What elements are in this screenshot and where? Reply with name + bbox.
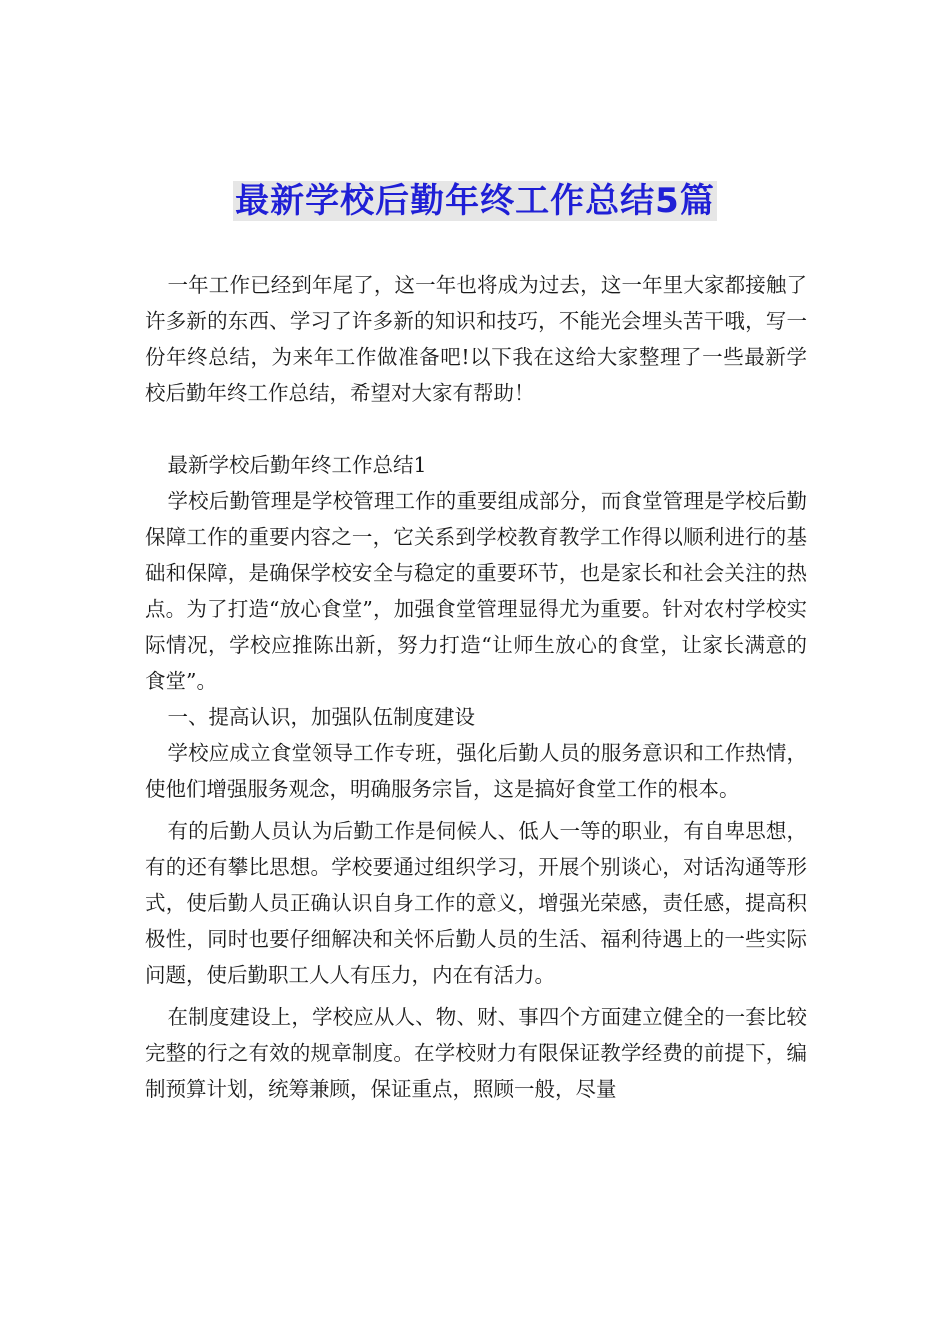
subsection-heading: 一、提高认识，加强队伍制度建设	[167, 705, 476, 729]
section-heading: 最新学校后勤年终工作总结1	[167, 453, 427, 477]
document-title	[0, 176, 950, 226]
body-paragraph: 有的后勤人员认为后勤工作是伺候人、低人一等的职业，有自卑思想，有的还有攀比思想。学校要通过组织学习，开展个别谈心，对话沟通等形式，使后勤人员正确认识自身工作的意义，增强光荣感，责任感，提高积极性，同时也要仔细解决和关怀后勤人员的生活、福利待遇上的一些实际问题，使后勤职工人人有压力，内在有活力。	[145, 819, 807, 987]
body-paragraph: 在制度建设上，学校应从人、物、财、事四个方面建立健全的一套比较完整的行之有效的规章制度。在学校财力有限保证教学经费的前提下，编制预算计划，统筹兼顾，保证重点，照顾一般，尽量	[145, 1005, 807, 1101]
document-body	[145, 267, 807, 1107]
intro-paragraph: 一年工作已经到年尾了，这一年也将成为过去，这一年里大家都接触了许多新的东西、学习了许多新的知识和技巧，不能光会埋头苦干哦，写一份年终总结，为来年工作做准备吧!以下我在这给大家整理了一些最新学校后勤年终工作总结，希望对大家有帮助！	[145, 273, 807, 405]
body-paragraph: 学校应成立食堂领导工作专班，强化后勤人员的服务意识和工作热情，使他们增强服务观念，明确服务宗旨，这是搞好食堂工作的根本。	[145, 741, 807, 801]
document-title-text: 最新学校后勤年终工作总结5篇	[235, 181, 715, 221]
body-paragraph: 学校后勤管理是学校管理工作的重要组成部分，而食堂管理是学校后勤保障工作的重要内容之一，它关系到学校教育教学工作得以顺利进行的基础和保障，是确保学校安全与稳定的重要环节，也是家长和社会关注的热点。为了打造“放心食堂”，加强食堂管理显得尤为重要。针对农村学校实际情况，学校应推陈出新，努力打造“让师生放心的食堂，让家长满意的食堂”。	[145, 489, 807, 693]
